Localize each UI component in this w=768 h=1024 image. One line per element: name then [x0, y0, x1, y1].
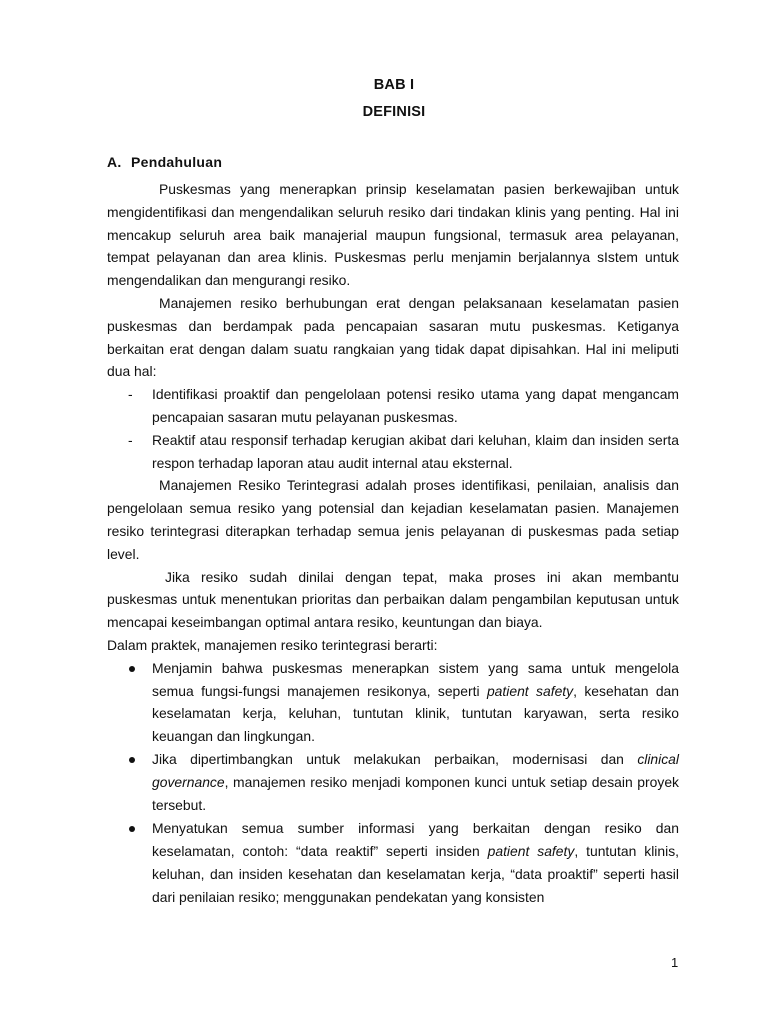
chapter-subtitle: DEFINISI: [362, 104, 426, 120]
dash-item-text: Reaktif atau responsif terhadap kerugian akibat dari keluhan, klaim dan insiden serta respon terhadap laporan atau audit internal atau eksternal.: [152, 431, 679, 471]
bullet-text: Menjamin bahwa puskesmas menerapkan sistem yang sama untuk mengelola semua fungsi-fungsi manajemen resikonya, seperti: [152, 659, 679, 699]
paragraph: Puskesmas yang menerapkan prinsip keselamatan pasien berkewajiban untuk mengidentifikasi dan mengendalikan seluruh resiko dari tindakan klinis yang penting. Hal ini mencakup seluruh area baik manajerial maupun fungsional, termasuk area pelayanan, tempat pelayanan dan area klinis. Puskesmas perlu menjamin berjalannya sIstem untuk mengendalikan dan mengurangi resiko.: [107, 181, 679, 289]
bullet-text: , manajemen resiko menjadi komponen kunci untuk setiap desain proyek tersebut.: [152, 774, 679, 814]
section-title: Pendahuluan: [131, 154, 223, 170]
italic-term: clinical governance: [152, 751, 679, 791]
section-heading: [107, 154, 222, 170]
dash-list: [107, 383, 679, 474]
italic-term: patient safety: [487, 843, 575, 860]
bullet-text: , kesehatan dan keselamatan kerja, keluhan, tuntutan klinik, tuntutan karyawan, serta resiko keuangan dan lingkungan.: [152, 682, 680, 745]
bullet-icon: [129, 826, 135, 832]
bullet-text: , tuntutan klinis, keluhan, dan insiden kesehatan dan keselamatan kerja, “data proaktif” seperti hasil dari penilaian resiko; menggunakan pendekatan yang konsisten: [152, 843, 679, 905]
paragraph: Manajemen Resiko Terintegrasi adalah proses identifikasi, penilaian, analisis dan pengelolaan semua resiko yang potensial dan kejadian keselamatan pasien. Manajemen resiko terintegrasi diterapkan terhadap semua jenis pelayanan di puskesmas pada setiap level.: [107, 477, 679, 562]
dash-marker: -: [128, 431, 133, 448]
body-text: [107, 178, 679, 909]
bullet-icon: [129, 757, 135, 763]
dash-list-item: [107, 429, 679, 475]
bullet-list: [107, 657, 679, 909]
paragraph: Dalam praktek, manajemen resiko terintegrasi berarti:: [107, 636, 438, 653]
dash-list-item: [107, 383, 679, 429]
page-number: 1: [671, 955, 679, 970]
bullet-icon: [129, 666, 135, 672]
paragraph: Jika resiko sudah dinilai dengan tepat, maka proses ini akan membantu puskesmas untuk menentukan prioritas dan perbaikan dalam pengambilan keputusan untuk mencapai keseimbangan optimal antara resiko, keuntungan dan biaya.: [107, 568, 679, 631]
bullet-list-item: [107, 748, 679, 816]
dash-item-text: Identifikasi proaktif dan pengelolaan potensi resiko utama yang dapat mengancam pencapaian sasaran mutu pelayanan puskesmas.: [152, 386, 679, 425]
bullet-text: Jika dipertimbangkan untuk melakukan perbaikan, modernisasi dan: [152, 751, 638, 768]
section-letter: A.: [107, 154, 122, 170]
bullet-list-item: [107, 817, 679, 908]
bullet-list-item: [107, 657, 679, 748]
chapter-title: BAB I: [373, 77, 415, 93]
bullet-text: Menyatukan semua sumber informasi yang berkaitan dengan resiko dan keselamatan, contoh: “data reaktif” seperti insiden: [152, 820, 679, 860]
italic-term: patient safety: [486, 682, 574, 699]
dash-marker: -: [128, 386, 133, 403]
paragraph: Manajemen resiko berhubungan erat dengan pelaksanaan keselamatan pasien puskesmas dan berdampak pada pencapaian sasaran mutu puskesmas. Ketiganya berkaitan erat dengan dalam suatu rangkaian yang tidak dapat dipisahkan. Hal ini meliputi dua hal:: [107, 294, 679, 380]
